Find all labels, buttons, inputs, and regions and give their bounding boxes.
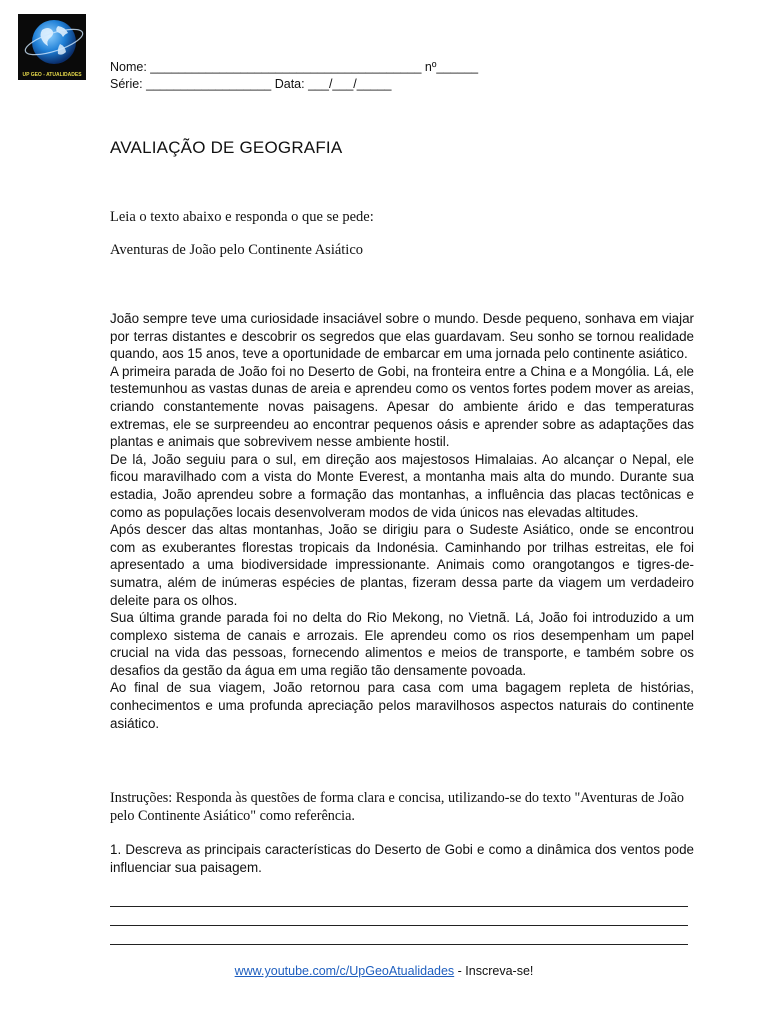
story-paragraph: Após descer das altas montanhas, João se dirigiu para o Sudeste Asiático, onde se encontrou com as exuberantes florestas tropicais da Indonésia. Caminhando por trilhas estreitas, ele foi apresentado a uma biodiversidade impressionante. Animais como orangotangos e tigres-de-sumatra, além de inúmeras espécies de plantas, fizeram dessa parte da viagem um verdadeiro deleite para os olhos.: [110, 522, 694, 608]
question-1: 1. Descreva as principais características do Deserto de Gobi e como a dinâmica dos ventos pode influenciar sua paisagem.: [110, 842, 694, 875]
story-paragraph: Ao final de sua viagem, João retornou para casa com uma bagagem repleta de histórias, conhecimentos e uma profunda apreciação pelos maravilhosos aspectos naturais do continente asiático.: [110, 680, 694, 731]
story-paragraph: De lá, João seguiu para o sul, em direção aos majestosos Himalaias. Ao alcançar o Nepal, ele ficou maravilhado com a vista do Monte Everest, a montanha mais alta do mundo. Durante sua estadia, João aprendeu sobre a formação das montanhas, a influência das placas tectônicas e como as populações locais desenvolveram modos de vida únicos nas elevadas altitudes.: [110, 451, 694, 520]
story-title: Aventuras de João pelo Continente Asiático: [110, 242, 364, 258]
page-title: AVALIAÇÃO DE GEOGRAFIA: [110, 138, 343, 157]
answer-line: [110, 925, 688, 926]
story-text: [110, 310, 694, 732]
intro-text: Leia o texto abaixo e responda o que se pede:: [110, 209, 374, 225]
footer: [0, 964, 768, 978]
story-paragraph: Sua última grande parada foi no delta do Rio Mekong, no Vietnã. Lá, João foi introduzido a um complexo sistema de canais e arrozais. Ele aprendeu como os rios desempenham um papel crucial na vida das pessoas, fornecendo alimentos e meios de transporte, e também sobre os desafios da gestão da água em uma região tão densamente povoada.: [110, 610, 694, 678]
instructions: Instruções: Responda às questões de forma clara e concisa, utilizando-se do texto "Aventuras de João pelo Continente Asiático" como referência.: [110, 790, 685, 824]
answer-line: [110, 944, 688, 945]
logo: [18, 14, 86, 80]
globe-icon: [18, 14, 86, 80]
story-paragraph: A primeira parada de João foi no Deserto de Gobi, na fronteira entre a China e a Mongólia. Lá, ele testemunhou as vastas dunas de areia e aprendeu como os ventos fortes podem mover as areias, criando constantemente novas paisagens. Apesar do ambiente árido e das temperaturas extremas, ele se surpreendeu ao encontrar pequenos oásis e aprender sobre as adaptações das plantas e animais que sobrevivem nesse ambiente hostil.: [110, 363, 694, 450]
answer-line: [110, 906, 688, 907]
logo-caption: UP GEO - ATUALIDADES: [22, 72, 82, 78]
youtube-link[interactable]: www.youtube.com/c/UpGeoAtualidades: [234, 964, 455, 978]
story-paragraph: João sempre teve uma curiosidade insaciável sobre o mundo. Desde pequeno, sonhava em viajar por terras distantes e descobrir os segredos que elas guardavam. Seu sonho se tornou realidade quando, aos 15 anos, teve a oportunidade de embarcar em uma jornada pelo continente asiático.: [110, 311, 694, 362]
name-field-line: Nome: _______________________________________ nº______: [110, 60, 479, 74]
footer-suffix: - Inscreva-se!: [454, 964, 534, 978]
series-date-field-line: Série: __________________ Data: ___/___/_____: [110, 77, 392, 91]
